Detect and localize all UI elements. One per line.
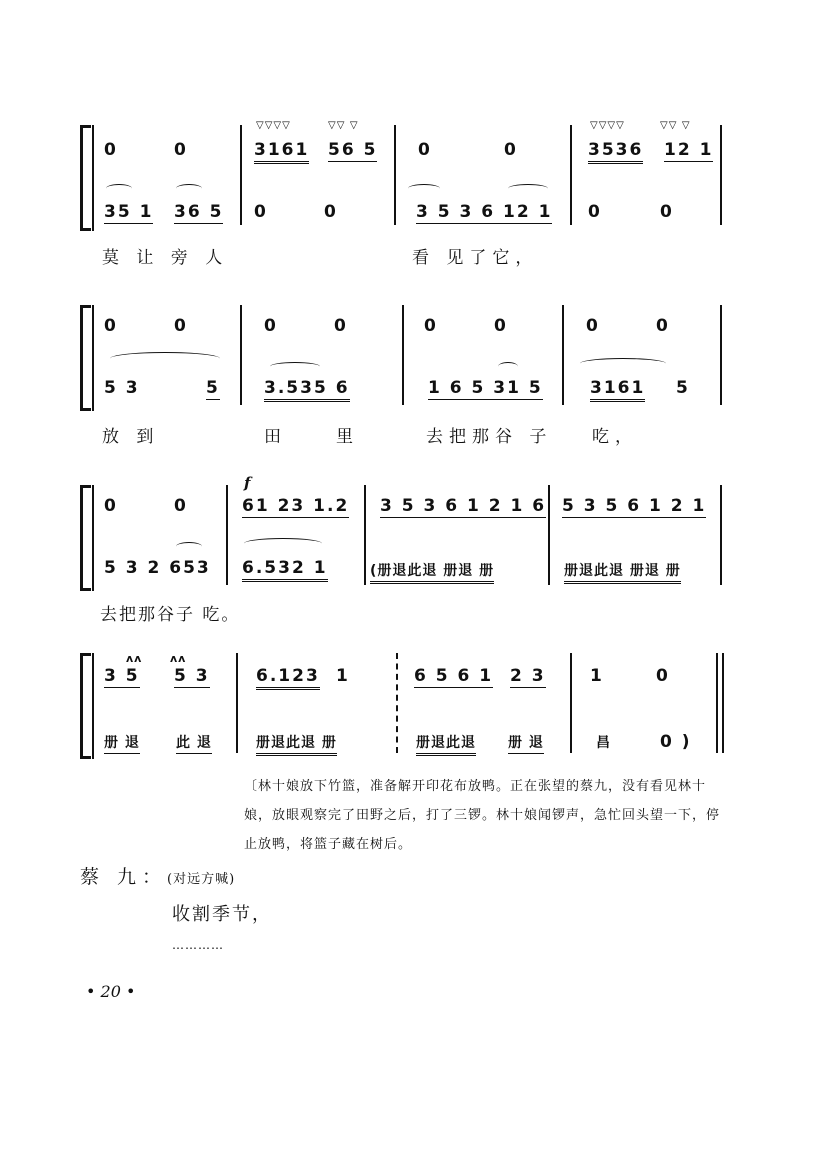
- note: 6 5 6 1: [414, 666, 494, 686]
- note: 56 5: [328, 140, 378, 160]
- note: 1: [336, 666, 350, 686]
- slur: [408, 184, 440, 193]
- note: 6.532 1: [242, 558, 328, 582]
- slur: [270, 362, 320, 371]
- note: 0: [104, 316, 118, 336]
- note: 1 6 5 31 5: [428, 378, 543, 398]
- slur: [580, 358, 666, 369]
- slur: [498, 362, 518, 371]
- note: 35 1: [104, 202, 154, 222]
- note: 0: [494, 316, 508, 336]
- ornament-marks: ▽▽ ▽: [328, 120, 359, 131]
- note: 3161: [590, 378, 645, 402]
- note: 3536: [588, 140, 643, 164]
- gong-pattern: 册退此退 册退 册: [564, 560, 681, 584]
- ornament-marks: ᴧᴧ: [126, 652, 143, 665]
- score-system-1: [80, 120, 740, 230]
- lyric: 里: [336, 427, 359, 447]
- page-number: • 20 •: [86, 982, 136, 1001]
- note: 0: [656, 316, 670, 336]
- lyric: 看 见了它，: [412, 248, 539, 268]
- note: 1: [590, 666, 604, 686]
- upper-staff: [100, 666, 740, 716]
- system-brace: [80, 653, 91, 759]
- slur: [508, 184, 548, 193]
- ornament-marks: ▽▽▽▽: [590, 120, 625, 131]
- note: 3.535 6: [264, 378, 350, 402]
- lyric: 放 到: [102, 427, 160, 447]
- system-brace-line: [92, 653, 94, 759]
- system-brace-line: [92, 305, 94, 411]
- note: 3 5: [104, 666, 140, 686]
- system-brace-line: [92, 485, 94, 591]
- slur: [176, 184, 202, 193]
- gong-pattern: 册退此退: [416, 732, 476, 756]
- note: 0 ): [660, 732, 692, 752]
- gong-pattern: (册退此退 册退 册: [370, 560, 494, 584]
- note: 0: [504, 140, 518, 160]
- note: 5 3 5 6 1 2 1: [562, 496, 707, 516]
- note: 36 5: [174, 202, 224, 222]
- lyric: 吃，: [592, 427, 638, 447]
- speaker-name: [80, 862, 235, 889]
- note: 6.123: [256, 666, 320, 690]
- score-system-2: [80, 300, 740, 410]
- note: 12 1: [664, 140, 714, 160]
- upper-staff: [100, 496, 740, 546]
- note: 0: [588, 202, 602, 222]
- note: 3 5 3 6 1 2 1 6: [380, 496, 547, 516]
- note: 3 5 3 6 12 1: [416, 202, 553, 222]
- note: 0: [324, 202, 338, 222]
- gong-pattern: 册 退: [508, 732, 544, 754]
- note: 0: [174, 496, 188, 516]
- note: 5 3: [104, 378, 140, 398]
- upper-staff: [100, 140, 740, 190]
- gong-pattern: 此 退: [176, 732, 212, 754]
- continuation-dots: …………: [172, 938, 224, 952]
- system-brace-line: [92, 125, 94, 231]
- ornament-marks: ᴧᴧ: [170, 652, 187, 665]
- ornament-marks: ▽▽▽▽: [256, 120, 291, 131]
- note: 61 23 1.2: [242, 496, 350, 516]
- score-system-3: [80, 480, 740, 590]
- note: 0: [660, 202, 674, 222]
- speech-line: 收割季节，: [172, 904, 272, 925]
- note: 0: [656, 666, 670, 686]
- speaker-note: (对远方喊): [167, 872, 236, 887]
- gong-pattern: 昌: [596, 735, 611, 751]
- note: 0: [174, 140, 188, 160]
- lyric: 去把那谷 子: [426, 427, 553, 447]
- score-system-4: [80, 648, 740, 758]
- gong-pattern: 册退此退 册: [256, 732, 337, 756]
- dynamic-forte: f: [244, 474, 251, 492]
- system-brace: [80, 305, 91, 411]
- note: 0: [264, 316, 278, 336]
- note: 5: [206, 378, 220, 398]
- note: 5: [676, 378, 690, 398]
- note: 0: [104, 140, 118, 160]
- slur: [244, 538, 322, 549]
- slur: [106, 184, 132, 193]
- note: 0: [586, 316, 600, 336]
- note: 2 3: [510, 666, 546, 686]
- slur: [110, 352, 220, 365]
- note: 5 3 2 653: [104, 558, 211, 578]
- speaker-label: 蔡 九：: [80, 866, 168, 888]
- system-brace: [80, 125, 91, 231]
- note: 0: [174, 316, 188, 336]
- lyric: 莫 让 旁 人: [102, 248, 229, 268]
- system-brace: [80, 485, 91, 591]
- note: 0: [254, 202, 268, 222]
- lyric: 田: [264, 427, 287, 447]
- note: 0: [424, 316, 438, 336]
- note: 5 3: [174, 666, 210, 686]
- lower-staff: [100, 378, 740, 428]
- stage-direction: 〔林十娘放下竹篮，准备解开印花布放鸭。正在张望的蔡九，没有看见林十娘，放眼观察完了田野之后，打了三锣。林十娘闻锣声，急忙回头望一下，停止放鸭，将篮子藏在树后。: [244, 779, 721, 852]
- note: 3161: [254, 140, 309, 164]
- note: 0: [104, 496, 118, 516]
- note: 0: [418, 140, 432, 160]
- slur: [176, 542, 202, 551]
- ornament-marks: ▽▽ ▽: [660, 120, 691, 131]
- lyric: 去把那谷子 吃。: [100, 605, 241, 625]
- gong-pattern: 册 退: [104, 732, 140, 754]
- note: 0: [334, 316, 348, 336]
